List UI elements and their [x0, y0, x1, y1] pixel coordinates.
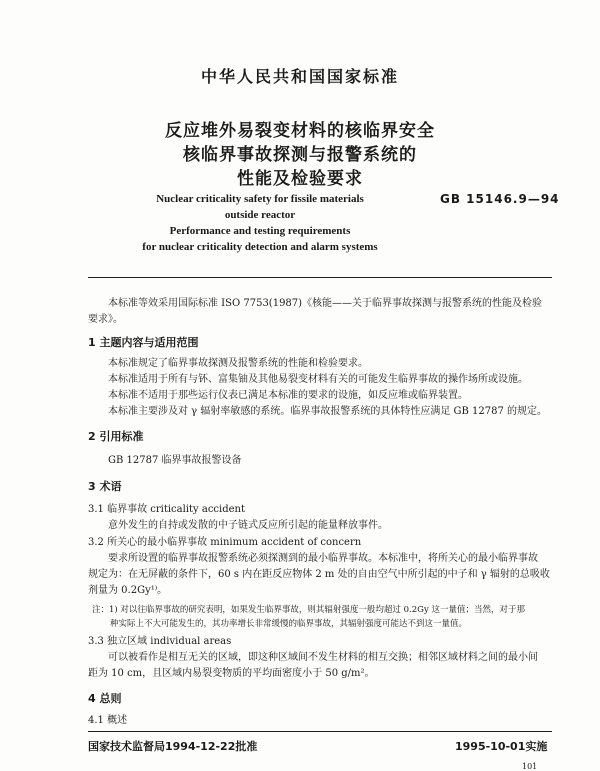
doc-title-en-line-1: Nuclear criticality safety for fissile materials: [156, 193, 364, 205]
reference-gb12787: GB 12787 临界事故报警设备: [108, 455, 242, 466]
section-1-line-4: 本标准主要涉及对 γ 辐射率敏感的系统。临界事故报警系统的具体特性应满足 GB 12787 的规定。: [108, 406, 548, 417]
doc-title-cn-line-1: 反应堆外易裂变材料的核临界安全: [165, 121, 435, 141]
term-3-3-title: 3.3 独立区域 individual areas: [88, 636, 232, 647]
section-1-line-3: 本标准不适用于那些运行仪表已满足本标准的要求的设施，如反应堆或临界装置。: [108, 390, 468, 401]
footnote-line-1: 注：1) 对以往临界事故的研究表明，如果发生临界事故，则其辐射强度一般均超过 0.2Gy 这一量值；当然，对于那: [92, 605, 525, 615]
term-3-2-line-2: 规定为：在无屏蔽的条件下，60 s 内在距反应物体 2 m 处的自由空气中所引起的中子和 γ 辐射的总吸收: [88, 569, 550, 580]
doc-title-cn-line-3: 性能及检验要求: [237, 169, 363, 189]
term-3-2-line-1: 要求所设置的临界事故报警系统必须探测到的最小临界事故。本标准中，将所关心的最小临界事故: [108, 553, 538, 564]
standard-org-title: 中华人民共和国国家标准: [200, 67, 399, 86]
intro-line-2: 要求》。: [88, 314, 123, 325]
doc-title-en-line-2: outside reactor: [224, 209, 296, 221]
section-3-heading: 3 术语: [88, 480, 122, 493]
term-3-2-line-3: 剂量为 0.2Gy¹⁾。: [88, 585, 168, 596]
doc-title-en-line-4: for nuclear criticality detection and alarm systems: [142, 241, 378, 253]
page-number: 101: [522, 762, 538, 771]
footnote-line-2: 种实际上不大可能发生的，其功率增长非常缓慢的临界事故，其辐射强度可能达不到这一量值。: [110, 619, 468, 629]
section-1-heading: 1 主题内容与适用范围: [88, 336, 199, 349]
term-3-1-definition: 意外发生的自持或发散的中子链式反应所引起的能量释放事件。: [108, 520, 388, 531]
term-3-2-title: 3.2 所关心的最小临界事故 minimum accident of concern: [88, 537, 362, 548]
term-3-3-line-1: 可以被看作是相互无关的区域，即这种区域间不发生材料的相互交换；相邻区域材料之间的最小间: [108, 652, 538, 663]
doc-title-en-line-3: Performance and testing requirements: [169, 225, 351, 237]
approval-date: 国家技术监督局1994-12-22批准: [88, 740, 258, 753]
standard-number: GB 15146.9—94: [440, 192, 560, 206]
section-2-heading: 2 引用标准: [88, 430, 144, 443]
term-3-1-title: 3.1 临界事故 criticality accident: [88, 504, 246, 515]
term-3-3-line-2: 距为 10 cm，且区域内易裂变物质的平均面密度小于 50 g/m²。: [88, 668, 375, 679]
footer-divider: [88, 731, 552, 732]
title-divider: [88, 277, 552, 278]
section-1-line-2: 本标准适用于所有与钚、富集铀及其他易裂变材料有关的可能发生临界事故的操作场所或设施。: [108, 374, 528, 385]
intro-line-1: 本标准等效采用国际标准 ISO 7753(1987)《核能——关于临界事故探测与报警系统的性能及检验: [108, 298, 543, 309]
doc-title-cn-line-2: 核临界事故探测与报警系统的: [183, 145, 417, 165]
section-1-line-1: 本标准规定了临界事故探测及报警系统的性能和检验要求。: [108, 358, 368, 369]
section-4-1-title: 4.1 概述: [88, 715, 128, 726]
section-4-heading: 4 总则: [88, 692, 122, 705]
implementation-date: 1995-10-01实施: [455, 740, 548, 753]
